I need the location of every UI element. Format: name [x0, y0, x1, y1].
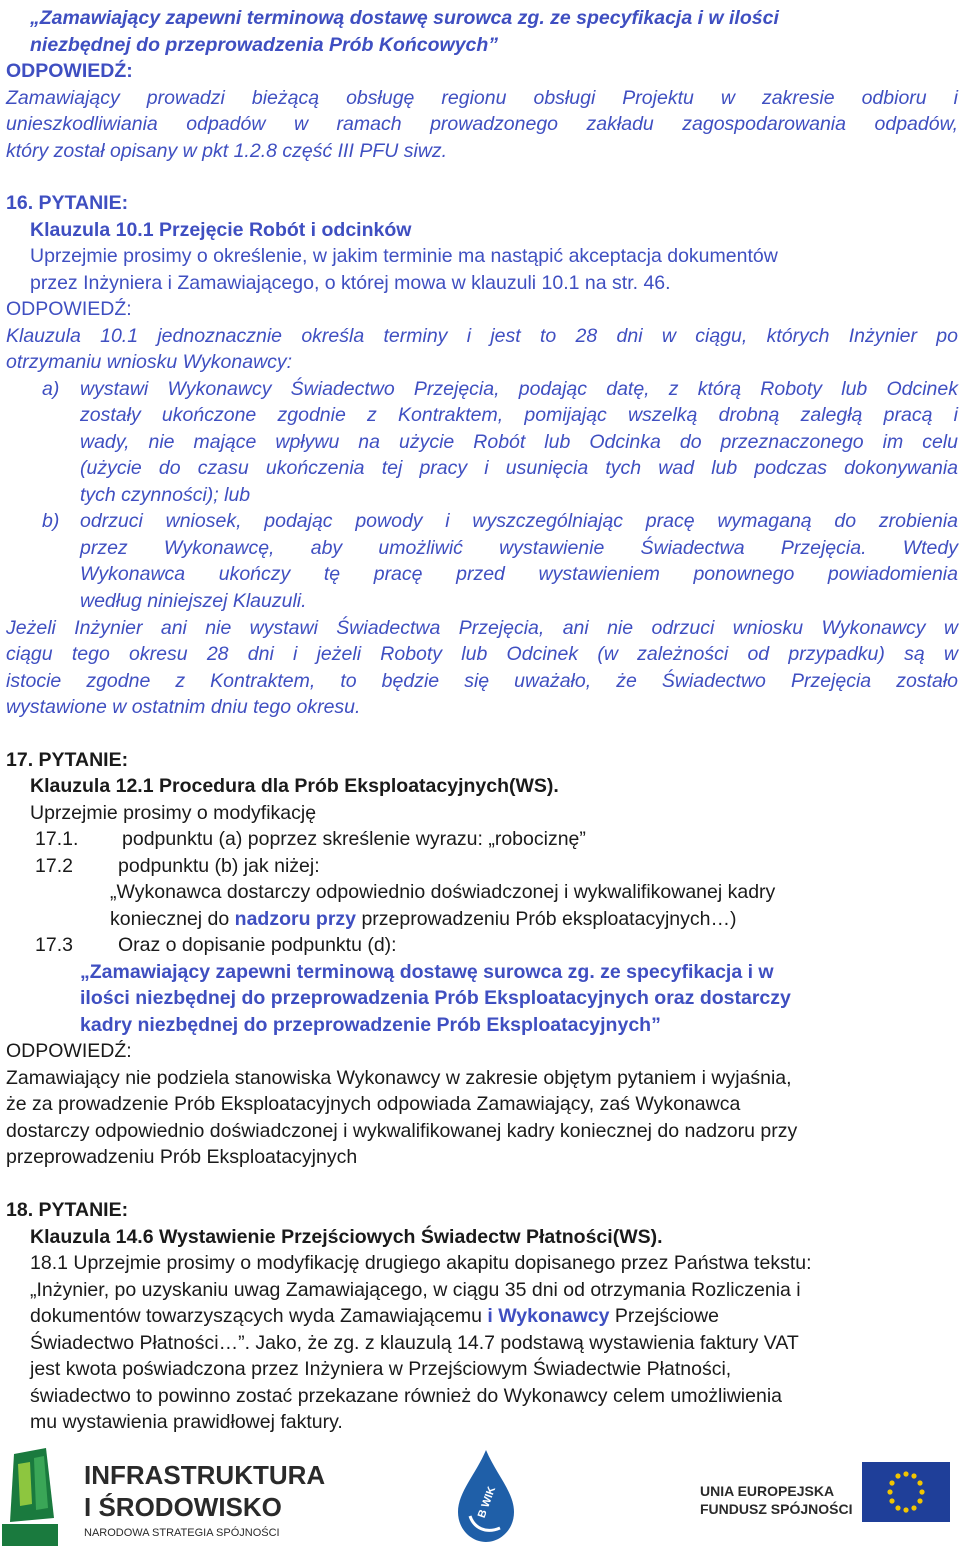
q17-answer-line: Zamawiający nie podziela stanowiska Wykonawcy w zakresie objętym pytaniem i wyjaśnia, [6, 1067, 792, 1089]
eu-logo-line1: UNIA EUROPEJSKA [700, 1483, 835, 1499]
q17-added-quote-line: ilości niezbędnej do przeprowadzenia Prób Eksploatacyjnych oraz dostarczy [80, 987, 791, 1009]
q18-line: świadectwo to powinno zostać przekazane również do Wykonawcy celem umożliwienia [30, 1385, 783, 1407]
q16-closing-line: istocie zgodne z Kontraktem, to będzie się uważało, że Świadectwo Przejęcia zostało [6, 670, 958, 692]
q15-question-line: niezbędnej do przeprowadzenia Prób Końcowych” [30, 34, 499, 56]
q17-intro: Uprzejmie prosimy o modyfikację [30, 802, 317, 824]
item-b-line: według niniejszej Klauzuli. [80, 590, 307, 612]
item-a-line: (użycie do czasu ukończenia tej pracy i usunięcia tych wad lub podczas dokonywania [80, 457, 958, 479]
list-marker: a) [42, 378, 60, 400]
bwik-logo-text: B WIK [475, 1485, 499, 1520]
q15-answer-line: unieszkodliwiania odpadów w ramach prowadzonego zakładu zagospodarowania odpadów, [6, 113, 958, 135]
item-a-line: wystawi Wykonawcy Świadectwo Przejęcia, podając datę, z którą Roboty lub Odcinek [80, 378, 958, 400]
q18-line: jest kwota poświadczona przez Inżyniera w Przejściowym Świadectwie Płatności, [30, 1358, 732, 1380]
q17-clause: Klauzula 12.1 Procedura dla Prób Eksploatacyjnych(WS). [30, 775, 559, 797]
q17-quote-line: „Wykonawca dostarczy odpowiednio doświadczonej i wykwalifikowanej kadry [110, 881, 776, 903]
list-marker: b) [42, 510, 60, 532]
q17-point-number: 17.2 [35, 855, 73, 877]
item-b-line: Wykonawca ukończy tę pracę przed wystawieniem ponownego powiadomienia [80, 563, 958, 585]
q16-answer-line: otrzymaniu wniosku Wykonawcy: [6, 351, 293, 373]
bwik-logo [458, 1450, 514, 1542]
q17-answer-line: dostarczy odpowiednio doświadczonej i wykwalifikowanej kadry koniecznej do nadzoru przy [6, 1120, 798, 1142]
infrastruktura-logo-title: INFRASTRUKTURA [84, 1460, 326, 1490]
q17-point-number: 17.1. [35, 828, 79, 850]
q18-clause: Klauzula 14.6 Wystawienie Przejściowych Świadectw Płatności(WS). [30, 1226, 663, 1248]
footer-logos-graphic [0, 1444, 960, 1549]
answer-label: ODPOWIEDŹ: [6, 1040, 132, 1062]
infrastruktura-logo-title2: I ŚRODOWISKO [84, 1492, 282, 1522]
infrastruktura-logo-subtitle: NARODOWA STRATEGIA SPÓJNOŚCI [84, 1527, 280, 1539]
q16-question-line: Uprzejmie prosimy o określenie, w jakim terminie ma nastąpić akceptacja dokumentów [30, 245, 778, 267]
q15-question-line: „Zamawiający zapewni terminową dostawę surowca zg. ze specyfikacja i w ilości [30, 7, 779, 29]
q16-answer-line: Klauzula 10.1 jednoznacznie określa terminy i jest to 28 dni w ciągu, których Inżynier po [6, 325, 958, 347]
q18-line: dokumentów towarzyszących wyda Zamawiającemu i Wykonawcy Przejściowe [30, 1305, 719, 1327]
q17-point-text: podpunktu (b) jak niżej: [118, 855, 320, 877]
q17-point-number: 17.3 [35, 934, 73, 956]
answer-label: ODPOWIEDŹ: [6, 298, 132, 320]
q18-heading: 18. PYTANIE: [6, 1199, 129, 1221]
q18-line: mu wystawienia prawidłowej faktury. [30, 1411, 343, 1433]
item-a-line: zostały ukończone zgodnie z Kontraktem, pomijając wszelką drobną zaległą pracą i [80, 404, 958, 426]
eu-logo [700, 1462, 950, 1522]
q18-line: Świadectwo Płatności…”. Jako, że zg. z klauzulą 14.7 podstawą wystawienia faktury VAT [30, 1332, 799, 1354]
q15-answer-line: który został opisany w pkt 1.2.8 część III PFU siwz. [6, 140, 448, 162]
q16-closing-line: Jeżeli Inżynier ani nie wystawi Świadectwa Przejęcia, ani nie odrzuci wniosku Wykonawcy w [6, 617, 958, 639]
q16-question-line: przez Inżyniera i Zamawiającego, o której mowa w klauzuli 10.1 na str. 46. [30, 272, 671, 294]
q18-line: 18.1 Uprzejmie prosimy o modyfikację drugiego akapitu dopisanego przez Państwa tekstu: [30, 1252, 812, 1274]
q17-point-text: Oraz o dopisanie podpunktu (d): [118, 934, 397, 956]
q16-closing-line: ciągu tego okresu 28 dni i jeżeli Roboty lub Odcinek (w zależności od przypadku) są w [6, 643, 958, 665]
q17-heading: 17. PYTANIE: [6, 749, 129, 771]
footer-logos [0, 1444, 960, 1549]
eu-flag [862, 1462, 950, 1522]
q16-closing-line: wystawione w ostatnim dniu tego okresu. [6, 696, 361, 718]
item-b-line: przez Wykonawcę, aby umożliwić wystawienie Świadectwa Przejęcia. Wtedy [80, 537, 958, 559]
q17-quote-line: koniecznej do nadzoru przy przeprowadzeniu Prób eksploatacyjnych…) [110, 908, 737, 930]
answer-label: ODPOWIEDŹ: [6, 60, 133, 82]
eu-logo-line2: FUNDUSZ SPÓJNOŚCI [700, 1501, 853, 1517]
q17-point-text: podpunktu (a) poprzez skreślenie wyrazu: „robociznę” [122, 828, 586, 850]
infrastruktura-logo [2, 1448, 325, 1546]
q17-added-quote-line: kadry niezbędnej do przeprowadzenie Prób Eksploatacyjnych” [80, 1014, 661, 1036]
q17-added-quote-line: „Zamawiający zapewni terminową dostawę surowca zg. ze specyfikacja i w [80, 961, 774, 983]
item-b-line: odrzuci wniosek, podając powody i wyszczególniając pracę wymaganą do zrobienia [80, 510, 958, 532]
q16-clause: Klauzula 10.1 Przejęcie Robót i odcinków [30, 219, 412, 241]
q17-answer-line: przeprowadzeniu Prób Eksploatacyjnych [6, 1146, 358, 1168]
q16-heading: 16. PYTANIE: [6, 192, 129, 214]
item-a-line: wady, nie mające wpływu na użycie Robót lub Odcinka do przeznaczonego im celu [80, 431, 958, 453]
q17-answer-line: że za prowadzenie Prób Eksploatacyjnych odpowiada Zamawiający, zaś Wykonawca [6, 1093, 741, 1115]
q15-answer-line: Zamawiający prowadzi bieżącą obsługę regionu obsługi Projektu w zakresie odbioru i [6, 87, 958, 109]
item-a-line: tych czynności); lub [80, 484, 251, 506]
q18-line: „Inżynier, po uzyskaniu uwag Zamawiającego, w ciągu 35 dni od otrzymania Rozliczenia i [30, 1279, 801, 1301]
